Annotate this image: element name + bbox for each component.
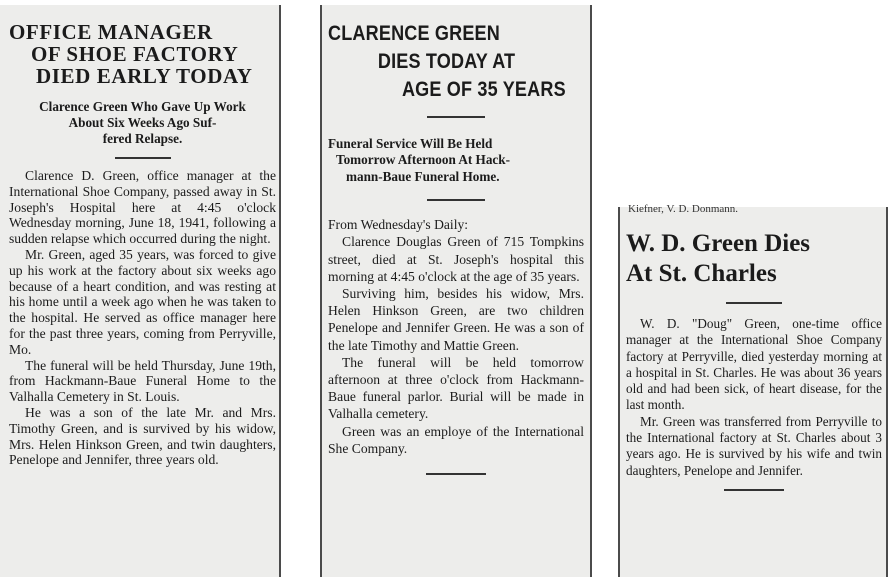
clipping-clarence-green-dies bbox=[320, 5, 592, 577]
paragraph: The funeral will be held tomorrow afternoon at three o'clock from Hackmann-Baue funeral parlor. Burial will be made in Valhalla cemetery. bbox=[328, 354, 584, 422]
headline: CLARENCE GREEN DIES TODAY AT AGE OF 35 YEARS bbox=[328, 22, 566, 101]
paragraph: The funeral will be held Thursday, June 19th, from Hackmann-Baue Funeral Home to the Valhalla Cemetery in St. Louis. bbox=[9, 357, 276, 405]
dateline: From Wednesday's Daily: bbox=[328, 217, 469, 233]
clipping-office-manager bbox=[0, 5, 281, 577]
clipping-wd-green-dies bbox=[618, 203, 888, 577]
paragraph: Green was an employe of the International She Company. bbox=[328, 423, 584, 456]
paragraph: W. D. "Doug" Green, one-time office manager at the International Shoe Company factory at Perryville, died yesterday morning at a hospital in St. Charles. He was about 36 years old and had been sick, of heart disease, for the last month. bbox=[626, 316, 882, 413]
subheadline: Funeral Service Will Be Held Tomorrow Afternoon At Hack- mann-Baue Funeral Home. bbox=[328, 136, 510, 184]
paragraph: He was a son of the late Mr. and Mrs. Timothy Green, and is survived by his widow, Mrs. Helen Hinkson Green, and twin daughters, Penelope and Jennifer, three years old. bbox=[9, 404, 276, 468]
column-rule bbox=[279, 5, 281, 577]
headline: W. D. Green Dies At St. Charles bbox=[626, 230, 811, 287]
divider bbox=[726, 302, 782, 304]
column-rule bbox=[618, 207, 620, 577]
paragraph: Surviving him, besides his widow, Mrs. Helen Hinkson Green, are two children Penelope and Jennifer Green. He was a son of the late Timothy and Mattie Green. bbox=[328, 286, 584, 353]
paragraph: Clarence D. Green, office manager at the International Shoe Company, passed away in St. Joseph's Hospital here at 4:45 o'clock Wednesday morning, June 18, 1941, following a sudden relapse which occurred during the night. bbox=[9, 168, 276, 247]
subheadline: Clarence Green Who Gave Up Work About Six Weeks Ago Suf- fered Relapse. bbox=[39, 99, 246, 146]
article-body bbox=[626, 316, 882, 479]
divider bbox=[427, 116, 485, 118]
paragraph: Clarence Douglas Green of 715 Tompkins street, died at St. Joseph's hospital this morning at 4:45 o'clock at the age of 35 years. bbox=[328, 234, 584, 284]
end-rule bbox=[426, 473, 486, 475]
column-rule bbox=[320, 5, 322, 577]
headline: OFFICE MANAGER OF SHOE FACTORY DIED EARLY TODAY bbox=[9, 20, 253, 88]
article-body bbox=[9, 168, 276, 468]
column-rule bbox=[590, 5, 592, 577]
previous-article-remnant: Kiefner, V. D. Donmann. bbox=[628, 203, 739, 215]
divider bbox=[427, 199, 485, 201]
article-body bbox=[328, 216, 584, 457]
end-rule bbox=[724, 489, 784, 491]
divider bbox=[115, 157, 171, 159]
paragraph: Mr. Green, aged 35 years, was forced to give up his work at the factory about six weeks ago because of a heart condition, and was resting at his home until a week ago when he was taken to the hospital. He served as office manager here for the past three years, coming from Perryville, Mo. bbox=[9, 246, 276, 357]
paragraph: Mr. Green was transferred from Perryville to the International factory at St. Charles about 3 years ago. He is survived by his wife and twin daughters, Penelope and Jennifer. bbox=[626, 413, 882, 478]
